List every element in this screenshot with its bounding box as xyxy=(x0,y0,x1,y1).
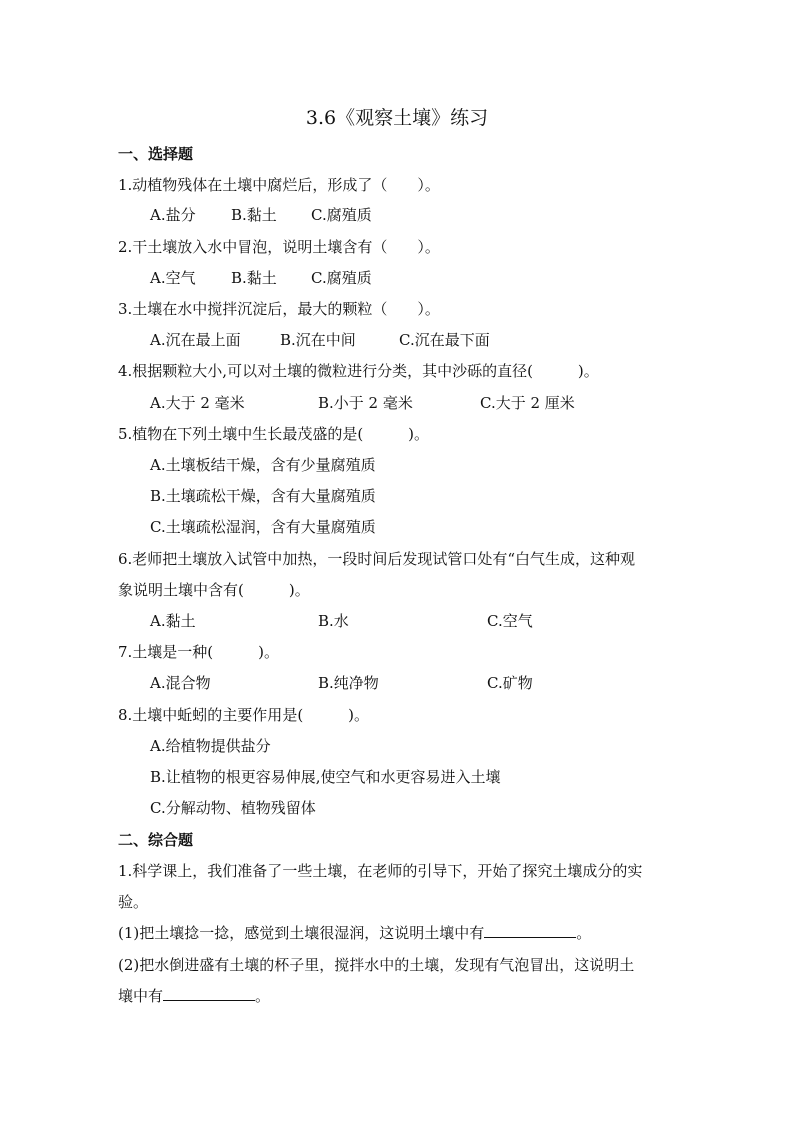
q4-option-b: B.小于 2 毫米 xyxy=(318,394,413,412)
page-title: 3.6《观察土壤》练习 xyxy=(305,107,489,129)
question-6-line-1: 6.老师把土壤放入试管中加热，一段时间后发现试管口处有“白气生成，这种观 xyxy=(118,550,635,568)
q3-option-c: C.沉在最下面 xyxy=(399,331,490,349)
question-7: 7.土壤是一种( )。 xyxy=(118,643,280,661)
sub-question-1 xyxy=(118,922,678,944)
sub-question-1-end: 。 xyxy=(576,924,592,942)
q4-option-c: C.大于 2 厘米 xyxy=(480,394,575,412)
question-4: 4.根据颗粒大小,可以对土壤的微粒进行分类，其中沙砾的直径( )。 xyxy=(118,362,599,380)
answer-blank-2 xyxy=(163,986,255,1001)
q8-option-b: B.让植物的根更容易伸展,使空气和水更容易进入土壤 xyxy=(150,768,501,786)
q2-option-c: C.腐殖质 xyxy=(311,269,372,287)
q8-option-c: C.分解动物、植物残留体 xyxy=(150,799,316,817)
question-5: 5.植物在下列土壤中生长最茂盛的是( )。 xyxy=(118,425,430,443)
q2-option-b: B.黏土 xyxy=(231,269,277,287)
q6-option-c: C.空气 xyxy=(487,612,533,630)
q5-option-b: B.土壤疏松干燥，含有大量腐殖质 xyxy=(150,487,376,505)
q1-option-b: B.黏土 xyxy=(231,206,277,224)
sub-question-2-line-1: (2)把水倒进盛有土壤的杯子里，搅拌水中的土壤，发现有气泡冒出，这说明土 xyxy=(118,956,635,974)
q5-option-c: C.土壤疏松湿润，含有大量腐殖质 xyxy=(150,518,376,536)
q5-option-a: A.土壤板结干燥，含有少量腐殖质 xyxy=(150,456,376,474)
sub-question-2-line-2 xyxy=(118,985,678,1007)
section-heading-comprehensive: 二、综合题 xyxy=(118,831,194,849)
q1-option-c: C.腐殖质 xyxy=(311,206,372,224)
q3-option-a: A.沉在最上面 xyxy=(150,331,241,349)
sub-question-2-text: 壤中有 xyxy=(118,987,164,1005)
sub-question-1-text: (1)把土壤捻一捻，感觉到土壤很湿润，这说明土壤中有 xyxy=(118,924,485,942)
q3-option-b: B.沉在中间 xyxy=(280,331,356,349)
q1-option-a: A.盐分 xyxy=(150,206,196,224)
answer-blank-1 xyxy=(484,923,576,938)
q6-option-b: B.水 xyxy=(318,612,349,630)
comprehensive-question-1-line-2: 验。 xyxy=(118,893,149,911)
sub-question-2-end: 。 xyxy=(255,987,271,1005)
question-1: 1.动植物残体在土壤中腐烂后，形成了（ ）。 xyxy=(118,176,440,194)
q4-option-a: A.大于 2 毫米 xyxy=(150,394,245,412)
q7-option-c: C.矿物 xyxy=(487,674,533,692)
comprehensive-question-1-line-1: 1.科学课上，我们准备了一些土壤，在老师的引导下，开始了探究土壤成分的实 xyxy=(118,862,643,880)
q6-option-a: A.黏土 xyxy=(150,612,196,630)
q2-option-a: A.空气 xyxy=(150,269,196,287)
question-3: 3.土壤在水中搅拌沉淀后，最大的颗粒（ ）。 xyxy=(118,300,440,318)
q7-option-a: A.混合物 xyxy=(150,674,211,692)
question-6-line-2: 象说明土壤中含有( )。 xyxy=(118,581,310,599)
q7-option-b: B.纯净物 xyxy=(318,674,379,692)
question-8: 8.土壤中蚯蚓的主要作用是( )。 xyxy=(118,706,370,724)
q8-option-a: A.给植物提供盐分 xyxy=(150,737,271,755)
question-2: 2.干土壤放入水中冒泡，说明土壤含有（ ）。 xyxy=(118,238,440,256)
section-heading-choice: 一、选择题 xyxy=(118,145,194,163)
